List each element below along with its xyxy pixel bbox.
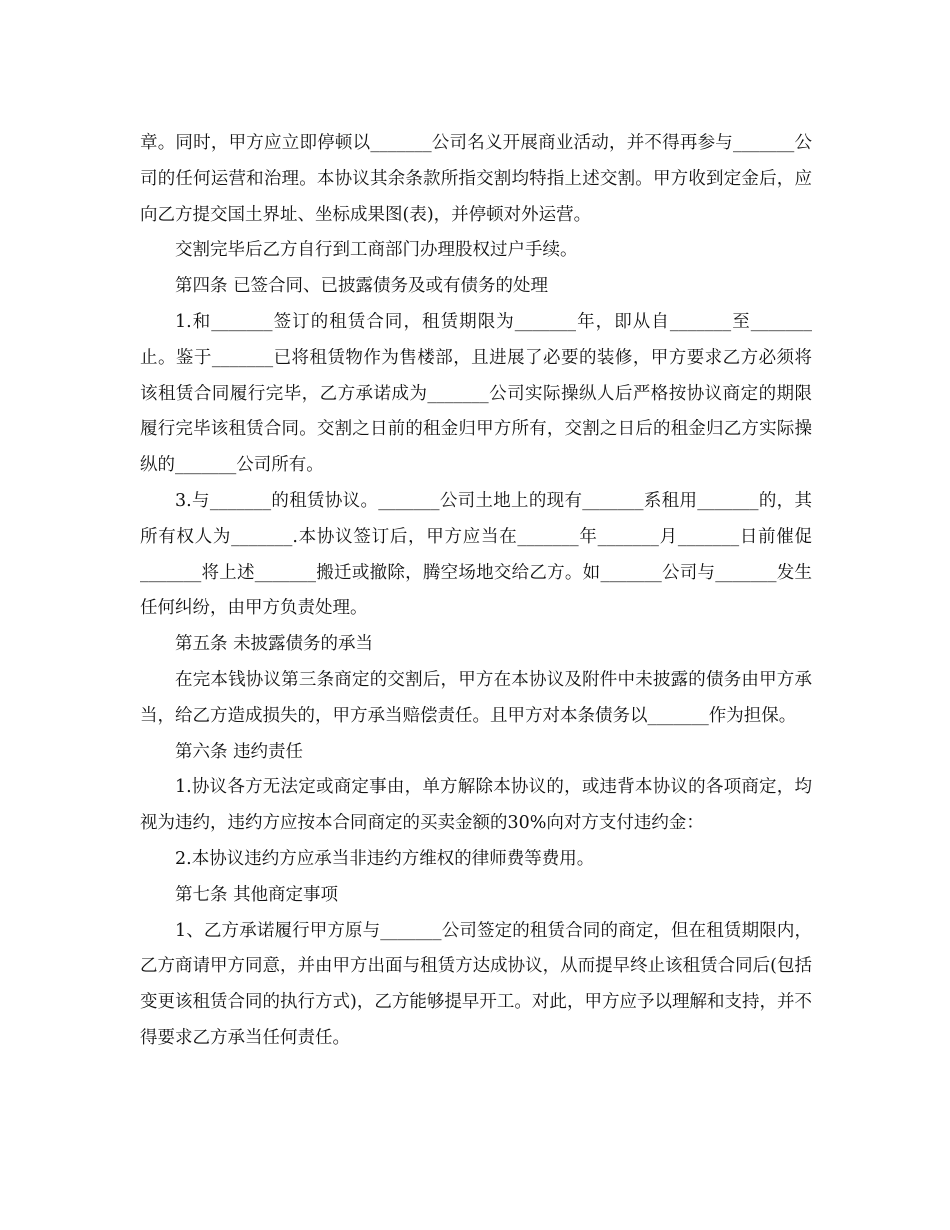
article-5-heading: 第五条 未披露债务的承当 <box>175 634 374 655</box>
article-4-clause-1: 1.和_______签订的租赁合同，租赁期限为_______年，即从自_______至_______止。鉴于_______已将租赁物作为售楼部，且进展了必要的装修，甲方要求乙方必须将该租赁合同履行完毕，乙方承诺成为_______公司实际操纵人后严格按协议商定的期限履行完毕该租赁合同。交割之日前的租金归甲方所有，交割之日后的租金归乙方实际操纵的_______公司所有。 <box>140 311 812 476</box>
article-7-heading: 第七条 其他商定事项 <box>175 884 339 905</box>
document-body <box>140 126 812 1057</box>
article-6-clause-1: 1.协议各方无法定或商定事由，单方解除本协议的，或违背本协议的各项商定，均视为违约，违约方应按本合同商定的买卖金额的30%向对方支付违约金： <box>140 777 812 834</box>
article-4-clause-3: 3.与_______的租赁协议。_______公司土地上的现有_______系租用_______的，其所有权人为_______.本协议签订后，甲方应当在_______年_______月_______日前催促_______将上述_______搬迁或撤除，腾空场地交给乙方。如_______公司与_______发生任何纠纷，由甲方负责处理。 <box>140 490 812 619</box>
article-5-body: 在完本钱协议第三条商定的交割后，甲方在本协议及附件中未披露的债务由甲方承当，给乙方造成损失的，甲方承当赔偿责任。且甲方对本条债务以_______作为担保。 <box>140 669 812 726</box>
article-4-heading: 第四条 已签合同、已披露债务及或有债务的处理 <box>175 276 549 297</box>
paragraph-transfer-procedure: 交割完毕后乙方自行到工商部门办理股权过户手续。 <box>175 240 578 261</box>
paragraph-continuation: 章。同时，甲方应立即停顿以_______公司名义开展商业活动，并不得再参与_______公司的任何运营和治理。本协议其余条款所指交割均特指上述交割。甲方收到定金后，应向乙方提交国土界址、坐标成果图(表)，并停顿对外运营。 <box>140 133 812 225</box>
article-6-clause-2: 2.本协议违约方应承当非违约方维权的律师费等费用。 <box>175 848 595 869</box>
article-7-clause-1: 1、乙方承诺履行甲方原与_______公司签定的租赁合同的商定，但在租赁期限内，乙方商请甲方同意，并由甲方出面与租赁方达成协议，从而提早终止该租赁合同后(包括变更该租赁合同的执行方式)，乙方能够提早开工。对此，甲方应予以理解和支持，并不得要求乙方承当任何责任。 <box>140 920 812 1048</box>
article-6-heading: 第六条 违约责任 <box>175 741 304 762</box>
